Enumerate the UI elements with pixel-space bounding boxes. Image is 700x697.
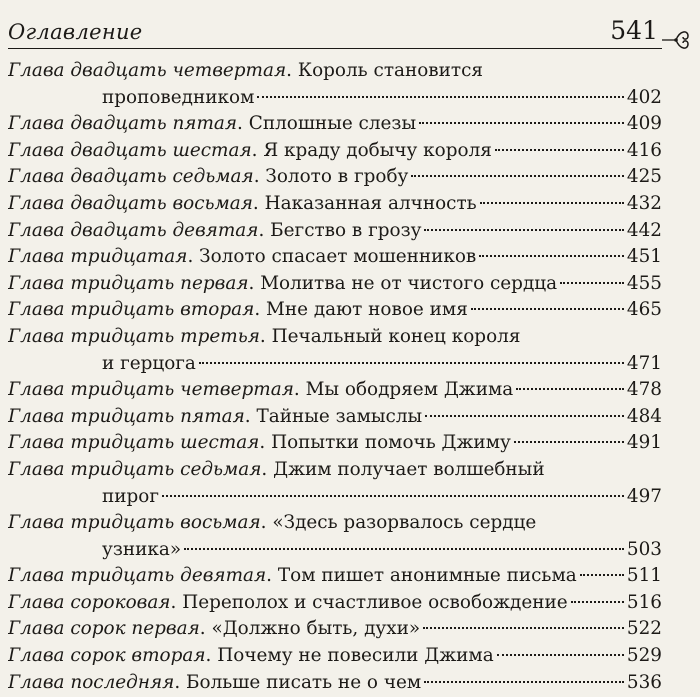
dot-leader — [199, 362, 624, 364]
chapter-separator: . — [199, 618, 212, 640]
chapter-number: Глава тридцать седьмая — [8, 458, 262, 480]
dot-leader — [497, 654, 624, 656]
toc-line — [8, 111, 662, 138]
chapter-number: Глава сороковая — [8, 591, 171, 613]
page-number: 529 — [626, 645, 662, 667]
toc-line — [8, 244, 662, 271]
chapter-number: Глава сорок первая — [8, 618, 200, 640]
toc-entry — [8, 58, 662, 111]
toc-line — [8, 138, 662, 165]
toc-line — [8, 218, 662, 245]
chapter-separator: . — [261, 458, 274, 480]
chapter-separator: . — [286, 60, 298, 81]
chapter-separator: . — [253, 166, 266, 188]
chapter-separator: . — [237, 113, 249, 135]
toc-entry — [8, 377, 662, 404]
toc-entry — [8, 404, 662, 431]
chapter-title: Почему не повесили Джима — [217, 645, 494, 667]
toc-entry — [8, 430, 662, 457]
chapter-number: Глава тридцать пятая — [8, 405, 245, 427]
dot-leader — [580, 574, 624, 576]
chapter-title: Мы ободряем Джима — [305, 379, 514, 401]
page-number: 432 — [626, 192, 662, 214]
chapter-title: Бегство в грозу — [270, 219, 422, 241]
toc-entry — [8, 138, 662, 165]
running-header — [8, 16, 692, 50]
page-number: 465 — [626, 299, 662, 321]
chapter-number: Глава тридцатая — [8, 246, 188, 268]
chapter-separator: . — [205, 645, 218, 667]
chapter-separator: . — [259, 432, 272, 454]
chapter-separator: . — [248, 272, 261, 294]
flourish-ornament-icon — [662, 26, 692, 50]
dot-leader — [425, 415, 624, 417]
chapter-title: узника» — [102, 538, 182, 560]
dot-leader — [514, 441, 624, 443]
chapter-number: Глава двадцать девятая — [8, 219, 259, 241]
chapter-number: Глава сорок вторая — [8, 645, 206, 667]
toc-entry — [8, 271, 662, 298]
chapter-title: Том пишет анонимные письма — [277, 565, 577, 587]
toc-entry — [8, 510, 662, 563]
dot-leader — [162, 495, 624, 497]
toc-entry — [8, 563, 662, 590]
chapter-number: Глава последняя — [8, 671, 175, 693]
toc-line — [8, 191, 662, 218]
header-page-number: 541 — [610, 16, 658, 45]
chapter-number: Глава двадцать четвертая — [8, 60, 287, 81]
dot-leader — [495, 149, 624, 151]
toc-line — [8, 324, 662, 351]
chapter-title: Переполох и счастливое освобождение — [182, 591, 568, 613]
toc-entry — [8, 590, 662, 617]
chapter-number: Глава тридцать первая — [8, 272, 249, 294]
chapter-number: Глава двадцать седьмая — [8, 166, 254, 188]
toc-line — [8, 271, 662, 298]
dot-leader — [424, 681, 624, 683]
table-of-contents — [8, 58, 662, 696]
dot-leader — [571, 601, 624, 603]
chapter-number: Глава тридцать шестая — [8, 432, 260, 454]
toc-line — [8, 537, 662, 564]
toc-line — [8, 563, 662, 590]
toc-entry — [8, 457, 662, 510]
chapter-title: Я краду добычу короля — [263, 139, 492, 161]
chapter-separator: . — [244, 405, 257, 427]
page-number: 416 — [626, 139, 662, 161]
chapter-number: Глава двадцать восьмая — [8, 192, 253, 214]
page-number: 442 — [626, 219, 662, 241]
chapter-title: и герцога — [102, 352, 196, 374]
toc-line — [8, 643, 662, 670]
dot-leader — [423, 627, 624, 629]
chapter-title: Золото спасает мошенников — [199, 246, 477, 268]
toc-entry — [8, 643, 662, 670]
toc-entry — [8, 670, 662, 697]
page-number: 451 — [626, 246, 662, 268]
page-number: 522 — [626, 618, 662, 640]
toc-entry — [8, 111, 662, 138]
toc-entry — [8, 218, 662, 245]
dot-leader — [480, 202, 624, 204]
dot-leader — [184, 548, 624, 550]
chapter-title: Больше писать не о чем — [186, 671, 422, 693]
page-number: 425 — [626, 166, 662, 188]
dot-leader — [257, 96, 624, 98]
page-number: 484 — [626, 405, 662, 427]
page-number: 497 — [626, 485, 662, 507]
toc-line — [8, 457, 662, 484]
toc-line — [8, 404, 662, 431]
toc-entry — [8, 616, 662, 643]
chapter-number: Глава тридцать девятая — [8, 565, 267, 587]
chapter-separator: . — [252, 192, 265, 214]
chapter-title: проповедником — [102, 86, 255, 108]
toc-entry — [8, 191, 662, 218]
toc-line — [8, 58, 662, 85]
chapter-title: Золото в гробу — [265, 166, 409, 188]
toc-line — [8, 85, 662, 112]
chapter-number: Глава тридцать восьмая — [8, 512, 261, 534]
chapter-separator: . — [174, 671, 187, 693]
chapter-separator: . — [293, 379, 306, 401]
toc-line — [8, 590, 662, 617]
dot-leader — [411, 175, 624, 177]
chapter-title: Молитва не от чистого сердца — [260, 272, 558, 294]
toc-line — [8, 510, 662, 537]
toc-line — [8, 351, 662, 378]
dot-leader — [471, 308, 624, 310]
chapter-number: Глава тридцать третья — [8, 325, 260, 347]
chapter-separator: . — [258, 219, 271, 241]
toc-line — [8, 616, 662, 643]
chapter-title: Джим получает волшебный — [273, 458, 545, 480]
page-number: 409 — [626, 113, 662, 135]
chapter-number: Глава тридцать четвертая — [8, 379, 294, 401]
chapter-title: Печальный конец короля — [271, 325, 521, 347]
page-number: 491 — [626, 432, 662, 454]
chapter-title: пирог — [102, 485, 159, 507]
dot-leader — [479, 255, 624, 257]
chapter-title: Король становится — [297, 60, 483, 81]
chapter-number: Глава двадцать шестая — [8, 139, 252, 161]
chapter-separator: . — [170, 591, 183, 613]
page-number: 511 — [626, 565, 662, 587]
chapter-title: «Должно быть, духи» — [211, 618, 421, 640]
page-number: 536 — [626, 671, 662, 693]
chapter-separator: . — [260, 512, 273, 534]
chapter-number: Глава тридцать вторая — [8, 299, 255, 321]
dot-leader — [419, 122, 624, 124]
dot-leader — [516, 388, 624, 390]
toc-line — [8, 670, 662, 697]
chapter-separator: . — [266, 565, 278, 587]
page-number: 478 — [626, 379, 662, 401]
page-number: 516 — [626, 591, 662, 613]
toc-entry — [8, 244, 662, 271]
chapter-title: Сплошные слезы — [248, 113, 417, 135]
chapter-separator: . — [254, 299, 267, 321]
page-number: 471 — [626, 352, 662, 374]
header-title: Оглавление — [8, 20, 143, 44]
toc-entry — [8, 164, 662, 191]
toc-line — [8, 430, 662, 457]
dot-leader — [560, 282, 624, 284]
chapter-title: Наказанная алчность — [264, 192, 477, 214]
toc-line — [8, 164, 662, 191]
toc-entry — [8, 297, 662, 324]
chapter-number: Глава двадцать пятая — [8, 113, 238, 135]
chapter-separator: . — [251, 139, 264, 161]
chapter-title: Тайные замыслы — [256, 405, 423, 427]
toc-entry — [8, 324, 662, 377]
chapter-separator: . — [259, 325, 272, 347]
chapter-title: «Здесь разорвалось сердце — [272, 512, 537, 534]
page-number: 455 — [626, 272, 662, 294]
header-rule — [8, 48, 662, 49]
page-number: 402 — [626, 86, 662, 108]
book-page — [8, 0, 692, 697]
chapter-title: Попытки помочь Джиму — [271, 432, 511, 454]
toc-line — [8, 297, 662, 324]
dot-leader — [424, 229, 623, 231]
chapter-title: Мне дают новое имя — [266, 299, 468, 321]
chapter-separator: . — [187, 246, 200, 268]
toc-line — [8, 484, 662, 511]
toc-line — [8, 377, 662, 404]
page-number: 503 — [626, 538, 662, 560]
